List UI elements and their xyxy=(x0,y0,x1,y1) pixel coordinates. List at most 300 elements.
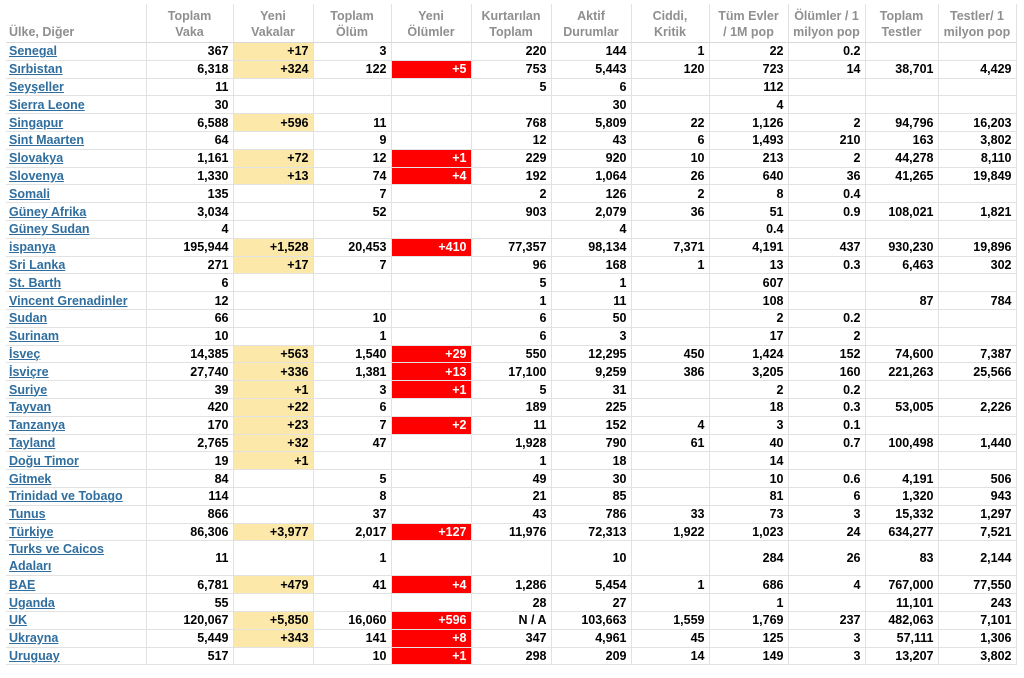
table-row xyxy=(6,541,1016,576)
deaths-per-million-cell: 0.2 xyxy=(788,381,865,399)
country-link[interactable]: Doğu Timor xyxy=(6,452,146,470)
total-tests-cell xyxy=(865,381,938,399)
cases-per-million-cell: 1,493 xyxy=(709,131,788,149)
active-cases-cell: 3 xyxy=(551,327,631,345)
serious-critical-cell: 33 xyxy=(631,505,709,523)
total-deaths-cell: 9 xyxy=(313,131,391,149)
serious-critical-cell xyxy=(631,487,709,505)
serious-critical-cell: 386 xyxy=(631,363,709,381)
country-link[interactable]: Suriye xyxy=(6,381,146,399)
total-deaths-cell: 2,017 xyxy=(313,523,391,541)
cases-per-million-cell: 13 xyxy=(709,256,788,274)
total-deaths-cell: 6 xyxy=(313,398,391,416)
total-cases-cell: 19 xyxy=(146,452,233,470)
country-link[interactable]: Singapur xyxy=(6,114,146,132)
tests-per-million-cell: 784 xyxy=(938,292,1016,310)
total-cases-cell: 6,588 xyxy=(146,114,233,132)
header-total-tests[interactable]: Toplam Testler xyxy=(865,4,938,43)
deaths-per-million-cell: 0.7 xyxy=(788,434,865,452)
table-row xyxy=(6,114,1016,132)
total-recovered-cell: 1 xyxy=(471,452,551,470)
country-link[interactable]: Tunus xyxy=(6,505,146,523)
table-row xyxy=(6,309,1016,327)
total-deaths-cell: 10 xyxy=(313,309,391,327)
total-deaths-cell: 122 xyxy=(313,60,391,78)
table-row xyxy=(6,647,1016,665)
active-cases-cell: 1,064 xyxy=(551,167,631,185)
deaths-per-million-cell: 3 xyxy=(788,647,865,665)
active-cases-cell: 103,663 xyxy=(551,611,631,629)
table-row xyxy=(6,345,1016,363)
serious-critical-cell: 4 xyxy=(631,416,709,434)
total-deaths-cell xyxy=(313,96,391,114)
total-tests-cell: 53,005 xyxy=(865,398,938,416)
new-cases-cell: +3,977 xyxy=(233,523,313,541)
new-cases-cell: +343 xyxy=(233,629,313,647)
serious-critical-cell xyxy=(631,274,709,292)
active-cases-cell: 5,454 xyxy=(551,576,631,594)
cases-per-million-cell: 3 xyxy=(709,416,788,434)
cases-per-million-cell: 81 xyxy=(709,487,788,505)
deaths-per-million-cell xyxy=(788,220,865,238)
deaths-per-million-cell xyxy=(788,78,865,96)
covid-stats-table xyxy=(6,4,1017,665)
total-deaths-cell: 1 xyxy=(313,541,391,576)
total-recovered-cell xyxy=(471,220,551,238)
active-cases-cell: 30 xyxy=(551,96,631,114)
tests-per-million-cell: 243 xyxy=(938,594,1016,612)
header-total-deaths[interactable]: Toplam Ölüm xyxy=(313,4,391,43)
serious-critical-cell: 45 xyxy=(631,629,709,647)
total-recovered-cell: 298 xyxy=(471,647,551,665)
total-deaths-cell: 10 xyxy=(313,647,391,665)
country-link[interactable]: Türkiye xyxy=(6,523,146,541)
header-active-cases[interactable]: Aktif Durumlar xyxy=(551,4,631,43)
new-deaths-cell: +2 xyxy=(391,416,471,434)
country-link[interactable]: Somali xyxy=(6,185,146,203)
new-deaths-cell xyxy=(391,43,471,61)
active-cases-cell: 209 xyxy=(551,647,631,665)
deaths-per-million-cell: 3 xyxy=(788,505,865,523)
total-recovered-cell: 192 xyxy=(471,167,551,185)
new-deaths-cell xyxy=(391,594,471,612)
cases-per-million-cell: 723 xyxy=(709,60,788,78)
total-recovered-cell xyxy=(471,96,551,114)
total-tests-cell xyxy=(865,309,938,327)
country-link[interactable]: Surinam xyxy=(6,327,146,345)
tests-per-million-cell xyxy=(938,43,1016,61)
total-recovered-cell: 768 xyxy=(471,114,551,132)
deaths-per-million-cell: 152 xyxy=(788,345,865,363)
table-row xyxy=(6,185,1016,203)
active-cases-cell: 30 xyxy=(551,470,631,488)
cases-per-million-cell: 1,769 xyxy=(709,611,788,629)
new-deaths-cell: +4 xyxy=(391,576,471,594)
total-cases-cell: 170 xyxy=(146,416,233,434)
new-cases-cell: +1 xyxy=(233,452,313,470)
deaths-per-million-cell: 0.1 xyxy=(788,416,865,434)
total-tests-cell xyxy=(865,43,938,61)
serious-critical-cell: 14 xyxy=(631,647,709,665)
country-link[interactable]: Uruguay xyxy=(6,647,146,665)
total-cases-cell: 420 xyxy=(146,398,233,416)
active-cases-cell: 126 xyxy=(551,185,631,203)
total-cases-cell: 1,161 xyxy=(146,149,233,167)
new-cases-cell xyxy=(233,131,313,149)
country-link[interactable]: ispanya xyxy=(6,238,146,256)
deaths-per-million-cell xyxy=(788,96,865,114)
country-link[interactable]: Sierra Leone xyxy=(6,96,146,114)
total-tests-cell: 163 xyxy=(865,131,938,149)
total-cases-cell: 6,318 xyxy=(146,60,233,78)
total-recovered-cell: 6 xyxy=(471,327,551,345)
country-link[interactable]: Turks ve Caicos Adaları xyxy=(6,541,146,576)
tests-per-million-cell: 19,896 xyxy=(938,238,1016,256)
country-link[interactable]: Sint Maarten xyxy=(6,131,146,149)
new-deaths-cell xyxy=(391,505,471,523)
cases-per-million-cell: 607 xyxy=(709,274,788,292)
cases-per-million-cell: 213 xyxy=(709,149,788,167)
serious-critical-cell: 120 xyxy=(631,60,709,78)
country-link[interactable]: Tayvan xyxy=(6,398,146,416)
total-recovered-cell: 5 xyxy=(471,78,551,96)
tests-per-million-cell xyxy=(938,185,1016,203)
new-deaths-cell: +4 xyxy=(391,167,471,185)
new-cases-cell: +1 xyxy=(233,381,313,399)
new-deaths-cell xyxy=(391,256,471,274)
cases-per-million-cell: 112 xyxy=(709,78,788,96)
table-row xyxy=(6,203,1016,221)
cases-per-million-cell: 2 xyxy=(709,381,788,399)
total-deaths-cell xyxy=(313,292,391,310)
deaths-per-million-cell: 0.3 xyxy=(788,256,865,274)
new-deaths-cell xyxy=(391,434,471,452)
country-link[interactable]: Güney Afrika xyxy=(6,203,146,221)
total-recovered-cell: 229 xyxy=(471,149,551,167)
serious-critical-cell: 1 xyxy=(631,43,709,61)
total-cases-cell: 66 xyxy=(146,309,233,327)
table-row xyxy=(6,363,1016,381)
total-tests-cell: 41,265 xyxy=(865,167,938,185)
new-deaths-cell xyxy=(391,96,471,114)
total-deaths-cell: 20,453 xyxy=(313,238,391,256)
active-cases-cell: 168 xyxy=(551,256,631,274)
total-tests-cell xyxy=(865,274,938,292)
serious-critical-cell xyxy=(631,452,709,470)
new-deaths-cell xyxy=(391,114,471,132)
cases-per-million-cell: 14 xyxy=(709,452,788,470)
new-cases-cell: +5,850 xyxy=(233,611,313,629)
country-link[interactable]: St. Barth xyxy=(6,274,146,292)
table-row xyxy=(6,220,1016,238)
table-row xyxy=(6,523,1016,541)
tests-per-million-cell: 4,429 xyxy=(938,60,1016,78)
header-new-cases[interactable]: Yeni Vakalar xyxy=(233,4,313,43)
total-recovered-cell: 2 xyxy=(471,185,551,203)
total-recovered-cell: 189 xyxy=(471,398,551,416)
serious-critical-cell: 36 xyxy=(631,203,709,221)
total-tests-cell: 482,063 xyxy=(865,611,938,629)
cases-per-million-cell: 51 xyxy=(709,203,788,221)
table-row xyxy=(6,629,1016,647)
deaths-per-million-cell: 3 xyxy=(788,629,865,647)
total-cases-cell: 517 xyxy=(146,647,233,665)
total-deaths-cell: 16,060 xyxy=(313,611,391,629)
new-cases-cell xyxy=(233,292,313,310)
new-deaths-cell xyxy=(391,220,471,238)
total-tests-cell: 94,796 xyxy=(865,114,938,132)
tests-per-million-cell: 25,566 xyxy=(938,363,1016,381)
table-row xyxy=(6,505,1016,523)
new-cases-cell xyxy=(233,185,313,203)
country-link[interactable]: Slovakya xyxy=(6,149,146,167)
country-link[interactable]: Gitmek xyxy=(6,470,146,488)
country-link[interactable]: İsviçre xyxy=(6,363,146,381)
cases-per-million-cell: 149 xyxy=(709,647,788,665)
serious-critical-cell xyxy=(631,381,709,399)
total-tests-cell: 221,263 xyxy=(865,363,938,381)
total-recovered-cell: 21 xyxy=(471,487,551,505)
tests-per-million-cell xyxy=(938,274,1016,292)
table-row xyxy=(6,434,1016,452)
country-link[interactable]: Sırbistan xyxy=(6,60,146,78)
table-row xyxy=(6,238,1016,256)
serious-critical-cell: 10 xyxy=(631,149,709,167)
new-cases-cell xyxy=(233,309,313,327)
cases-per-million-cell: 22 xyxy=(709,43,788,61)
total-recovered-cell: 347 xyxy=(471,629,551,647)
table-row xyxy=(6,470,1016,488)
country-link[interactable]: Güney Sudan xyxy=(6,220,146,238)
header-new-deaths[interactable]: Yeni Ölümler xyxy=(391,4,471,43)
new-cases-cell: +17 xyxy=(233,43,313,61)
new-deaths-cell xyxy=(391,185,471,203)
country-link[interactable]: Tanzanya xyxy=(6,416,146,434)
new-cases-cell xyxy=(233,220,313,238)
new-deaths-cell: +5 xyxy=(391,60,471,78)
new-deaths-cell xyxy=(391,487,471,505)
total-tests-cell xyxy=(865,78,938,96)
total-tests-cell: 13,207 xyxy=(865,647,938,665)
header-cases-per-million[interactable]: Tüm Evler / 1M pop xyxy=(709,4,788,43)
serious-critical-cell: 1,922 xyxy=(631,523,709,541)
new-deaths-cell: +596 xyxy=(391,611,471,629)
deaths-per-million-cell: 2 xyxy=(788,114,865,132)
table-row xyxy=(6,43,1016,61)
country-link[interactable]: Tayland xyxy=(6,434,146,452)
new-cases-cell xyxy=(233,78,313,96)
table-row xyxy=(6,594,1016,612)
total-recovered-cell: 11,976 xyxy=(471,523,551,541)
serious-critical-cell: 26 xyxy=(631,167,709,185)
cases-per-million-cell: 10 xyxy=(709,470,788,488)
tests-per-million-cell: 77,550 xyxy=(938,576,1016,594)
header-total-cases[interactable]: Toplam Vaka xyxy=(146,4,233,43)
new-deaths-cell xyxy=(391,309,471,327)
deaths-per-million-cell: 0.2 xyxy=(788,43,865,61)
deaths-per-million-cell: 237 xyxy=(788,611,865,629)
table-row xyxy=(6,60,1016,78)
total-deaths-cell: 11 xyxy=(313,114,391,132)
total-deaths-cell: 12 xyxy=(313,149,391,167)
tests-per-million-cell xyxy=(938,416,1016,434)
new-cases-cell xyxy=(233,505,313,523)
total-tests-cell: 100,498 xyxy=(865,434,938,452)
total-deaths-cell xyxy=(313,452,391,470)
cases-per-million-cell: 1,424 xyxy=(709,345,788,363)
total-cases-cell: 4 xyxy=(146,220,233,238)
deaths-per-million-cell: 0.6 xyxy=(788,470,865,488)
tests-per-million-cell: 1,306 xyxy=(938,629,1016,647)
country-link[interactable]: Senegal xyxy=(6,43,146,61)
new-cases-cell: +22 xyxy=(233,398,313,416)
country-link[interactable]: Sudan xyxy=(6,309,146,327)
total-deaths-cell: 41 xyxy=(313,576,391,594)
country-link[interactable]: Uganda xyxy=(6,594,146,612)
tests-per-million-cell xyxy=(938,327,1016,345)
new-cases-cell xyxy=(233,96,313,114)
active-cases-cell: 2,079 xyxy=(551,203,631,221)
total-cases-cell: 5,449 xyxy=(146,629,233,647)
country-link[interactable]: BAE xyxy=(6,576,146,594)
country-link[interactable]: UK xyxy=(6,611,146,629)
total-recovered-cell: 1,286 xyxy=(471,576,551,594)
header-serious-critical[interactable]: Ciddi, Kritik xyxy=(631,4,709,43)
tests-per-million-cell: 7,101 xyxy=(938,611,1016,629)
new-cases-cell: +324 xyxy=(233,60,313,78)
new-cases-cell: +479 xyxy=(233,576,313,594)
deaths-per-million-cell: 4 xyxy=(788,576,865,594)
total-deaths-cell: 8 xyxy=(313,487,391,505)
total-cases-cell: 27,740 xyxy=(146,363,233,381)
total-cases-cell: 11 xyxy=(146,78,233,96)
deaths-per-million-cell: 0.4 xyxy=(788,185,865,203)
active-cases-cell: 152 xyxy=(551,416,631,434)
cases-per-million-cell: 284 xyxy=(709,541,788,576)
new-deaths-cell xyxy=(391,452,471,470)
table-row xyxy=(6,576,1016,594)
total-cases-cell: 3,034 xyxy=(146,203,233,221)
active-cases-cell: 4,961 xyxy=(551,629,631,647)
total-recovered-cell: 96 xyxy=(471,256,551,274)
deaths-per-million-cell: 0.2 xyxy=(788,309,865,327)
total-cases-cell: 271 xyxy=(146,256,233,274)
active-cases-cell: 31 xyxy=(551,381,631,399)
total-recovered-cell: 6 xyxy=(471,309,551,327)
deaths-per-million-cell xyxy=(788,292,865,310)
serious-critical-cell: 22 xyxy=(631,114,709,132)
deaths-per-million-cell: 36 xyxy=(788,167,865,185)
total-recovered-cell: 5 xyxy=(471,381,551,399)
tests-per-million-cell xyxy=(938,78,1016,96)
tests-per-million-cell: 1,821 xyxy=(938,203,1016,221)
total-deaths-cell: 47 xyxy=(313,434,391,452)
country-link[interactable]: Slovenya xyxy=(6,167,146,185)
new-deaths-cell: +13 xyxy=(391,363,471,381)
header-total-recovered[interactable]: Kurtarılan Toplam xyxy=(471,4,551,43)
total-deaths-cell: 7 xyxy=(313,256,391,274)
table-row xyxy=(6,398,1016,416)
cases-per-million-cell: 8 xyxy=(709,185,788,203)
total-tests-cell xyxy=(865,96,938,114)
deaths-per-million-cell: 210 xyxy=(788,131,865,149)
country-link[interactable]: Trinidad ve Tobago xyxy=(6,487,146,505)
total-tests-cell: 634,277 xyxy=(865,523,938,541)
active-cases-cell: 72,313 xyxy=(551,523,631,541)
total-recovered-cell: 753 xyxy=(471,60,551,78)
country-link[interactable]: Ukrayna xyxy=(6,629,146,647)
new-cases-cell xyxy=(233,594,313,612)
table-body xyxy=(6,43,1016,665)
header-deaths-per-million[interactable]: Ölümler / 1 milyon pop xyxy=(788,4,865,43)
new-cases-cell xyxy=(233,274,313,292)
total-recovered-cell: 1,928 xyxy=(471,434,551,452)
total-recovered-cell: 5 xyxy=(471,274,551,292)
total-recovered-cell: 17,100 xyxy=(471,363,551,381)
cases-per-million-cell: 18 xyxy=(709,398,788,416)
total-cases-cell: 39 xyxy=(146,381,233,399)
new-cases-cell: +13 xyxy=(233,167,313,185)
serious-critical-cell: 7,371 xyxy=(631,238,709,256)
cases-per-million-cell: 3,205 xyxy=(709,363,788,381)
new-cases-cell: +596 xyxy=(233,114,313,132)
active-cases-cell: 1 xyxy=(551,274,631,292)
new-deaths-cell xyxy=(391,131,471,149)
table-row xyxy=(6,256,1016,274)
total-tests-cell: 108,021 xyxy=(865,203,938,221)
tests-per-million-cell: 7,521 xyxy=(938,523,1016,541)
total-deaths-cell: 1 xyxy=(313,327,391,345)
deaths-per-million-cell: 160 xyxy=(788,363,865,381)
total-recovered-cell: 903 xyxy=(471,203,551,221)
total-tests-cell: 44,278 xyxy=(865,149,938,167)
active-cases-cell: 43 xyxy=(551,131,631,149)
deaths-per-million-cell: 0.3 xyxy=(788,398,865,416)
total-cases-cell: 6,781 xyxy=(146,576,233,594)
tests-per-million-cell: 2,226 xyxy=(938,398,1016,416)
new-cases-cell xyxy=(233,327,313,345)
active-cases-cell: 85 xyxy=(551,487,631,505)
total-deaths-cell: 7 xyxy=(313,185,391,203)
table-row xyxy=(6,131,1016,149)
cases-per-million-cell: 0.4 xyxy=(709,220,788,238)
cases-per-million-cell: 4,191 xyxy=(709,238,788,256)
cases-per-million-cell: 73 xyxy=(709,505,788,523)
header-tests-per-million[interactable]: Testler/ 1 milyon pop xyxy=(938,4,1016,43)
country-link[interactable]: Sri Lanka xyxy=(6,256,146,274)
new-cases-cell xyxy=(233,487,313,505)
total-deaths-cell xyxy=(313,78,391,96)
cases-per-million-cell: 686 xyxy=(709,576,788,594)
header-country[interactable]: Ülke, Diğer xyxy=(6,4,146,43)
total-deaths-cell: 52 xyxy=(313,203,391,221)
country-link[interactable]: İsveç xyxy=(6,345,146,363)
serious-critical-cell xyxy=(631,96,709,114)
country-link[interactable]: Seyşeller xyxy=(6,78,146,96)
serious-critical-cell: 1,559 xyxy=(631,611,709,629)
total-deaths-cell: 74 xyxy=(313,167,391,185)
cases-per-million-cell: 125 xyxy=(709,629,788,647)
cases-per-million-cell: 40 xyxy=(709,434,788,452)
active-cases-cell: 27 xyxy=(551,594,631,612)
table-row xyxy=(6,416,1016,434)
total-tests-cell xyxy=(865,452,938,470)
country-link[interactable]: Vincent Grenadinler xyxy=(6,292,146,310)
tests-per-million-cell: 3,802 xyxy=(938,131,1016,149)
new-deaths-cell xyxy=(391,470,471,488)
new-cases-cell: +563 xyxy=(233,345,313,363)
tests-per-million-cell: 16,203 xyxy=(938,114,1016,132)
